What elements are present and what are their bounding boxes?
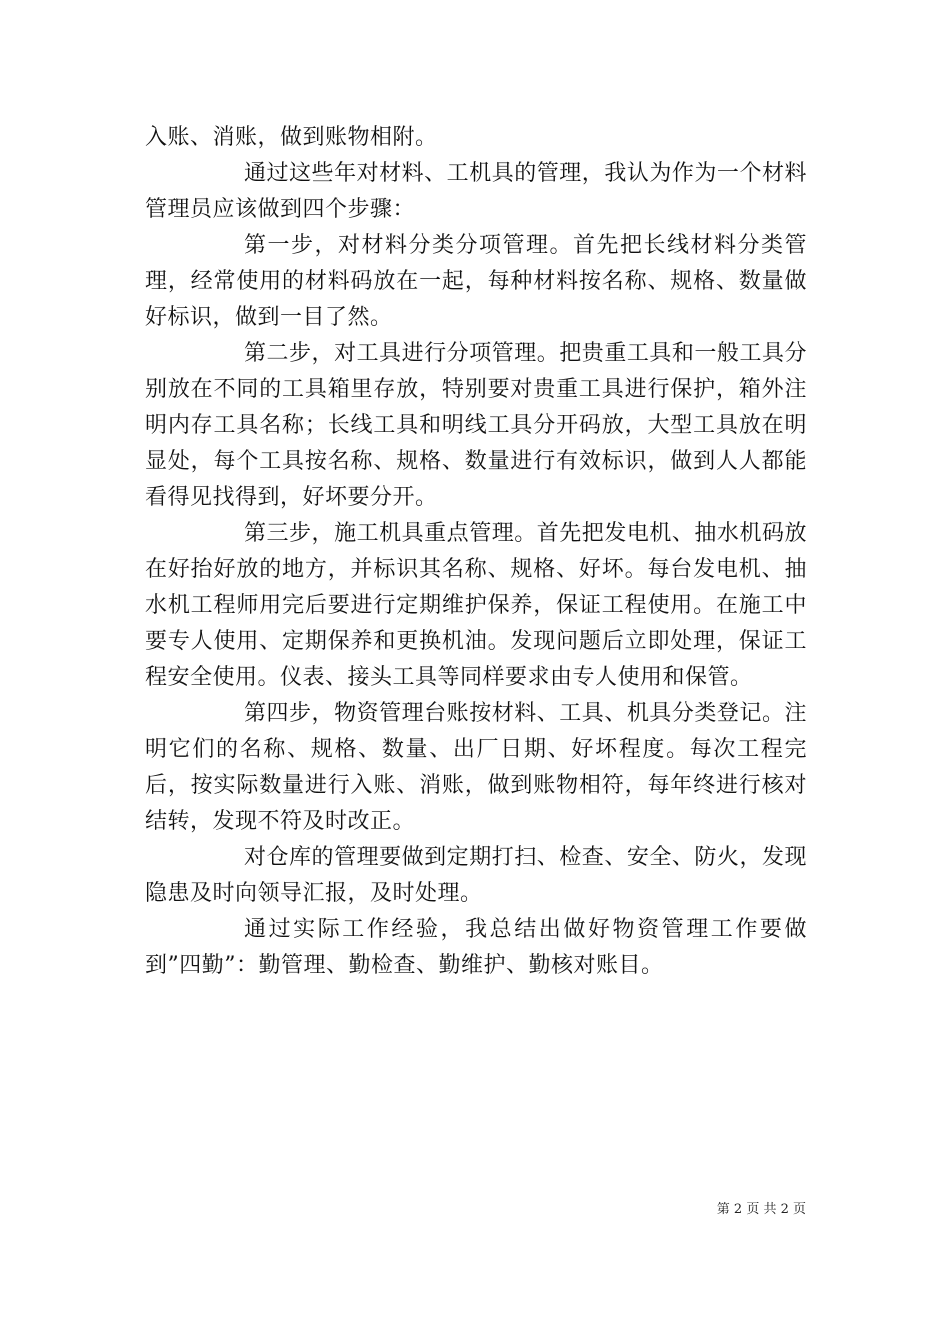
paragraph-intro: 通过这些年对材料、工机具的管理，我认为作为一个材料管理员应该做到四个步骤： [145, 161, 807, 222]
paragraph-continuation: 入账、消账，做到账物相附。 [145, 125, 438, 150]
paragraph-step-1: 第一步，对材料分类分项管理。首先把长线材料分类管理，经常使用的材料码放在一起，每种材料按名称、规格、数量做好标识，做到一目了然。 [145, 233, 807, 330]
page-number: 第 2 页 共 2 页 [716, 1202, 806, 1217]
paragraph-step-3: 第三步，施工机具重点管理。首先把发电机、抽水机码放在好抬好放的地方，并标识其名称、规格、好坏。每台发电机、抽水机工程师用完后要进行定期维护保养，保证工程使用。在施工中要专人使用、定期保养和更换机油。发现问题后立即处理，保证工程安全使用。仪表、接头工具等同样要求由专人使用和保管。 [145, 521, 807, 690]
paragraph-conclusion: 通过实际工作经验，我总结出做好物资管理工作要做到”四勤”：勤管理、勤检查、勤维护、勤核对账目。 [145, 917, 807, 978]
paragraph-step-4: 第四步，物资管理台账按材料、工具、机具分类登记。注明它们的名称、规格、数量、出厂日期、好坏程度。每次工程完后，按实际数量进行入账、消账，做到账物相符，每年终进行核对结转，发现不符及时改正。 [145, 701, 807, 834]
paragraph-step-2: 第二步，对工具进行分项管理。把贵重工具和一般工具分别放在不同的工具箱里存放，特别要对贵重工具进行保护，箱外注明内存工具名称；长线工具和明线工具分开码放，大型工具放在明显处，每个工具按名称、规格、数量进行有效标识，做到人人都能看得见找得到，好坏要分开。 [145, 341, 807, 510]
paragraph-warehouse: 对仓库的管理要做到定期打扫、检查、安全、防火，发现隐患及时向领导汇报，及时处理。 [145, 845, 807, 906]
document-body [145, 120, 807, 984]
